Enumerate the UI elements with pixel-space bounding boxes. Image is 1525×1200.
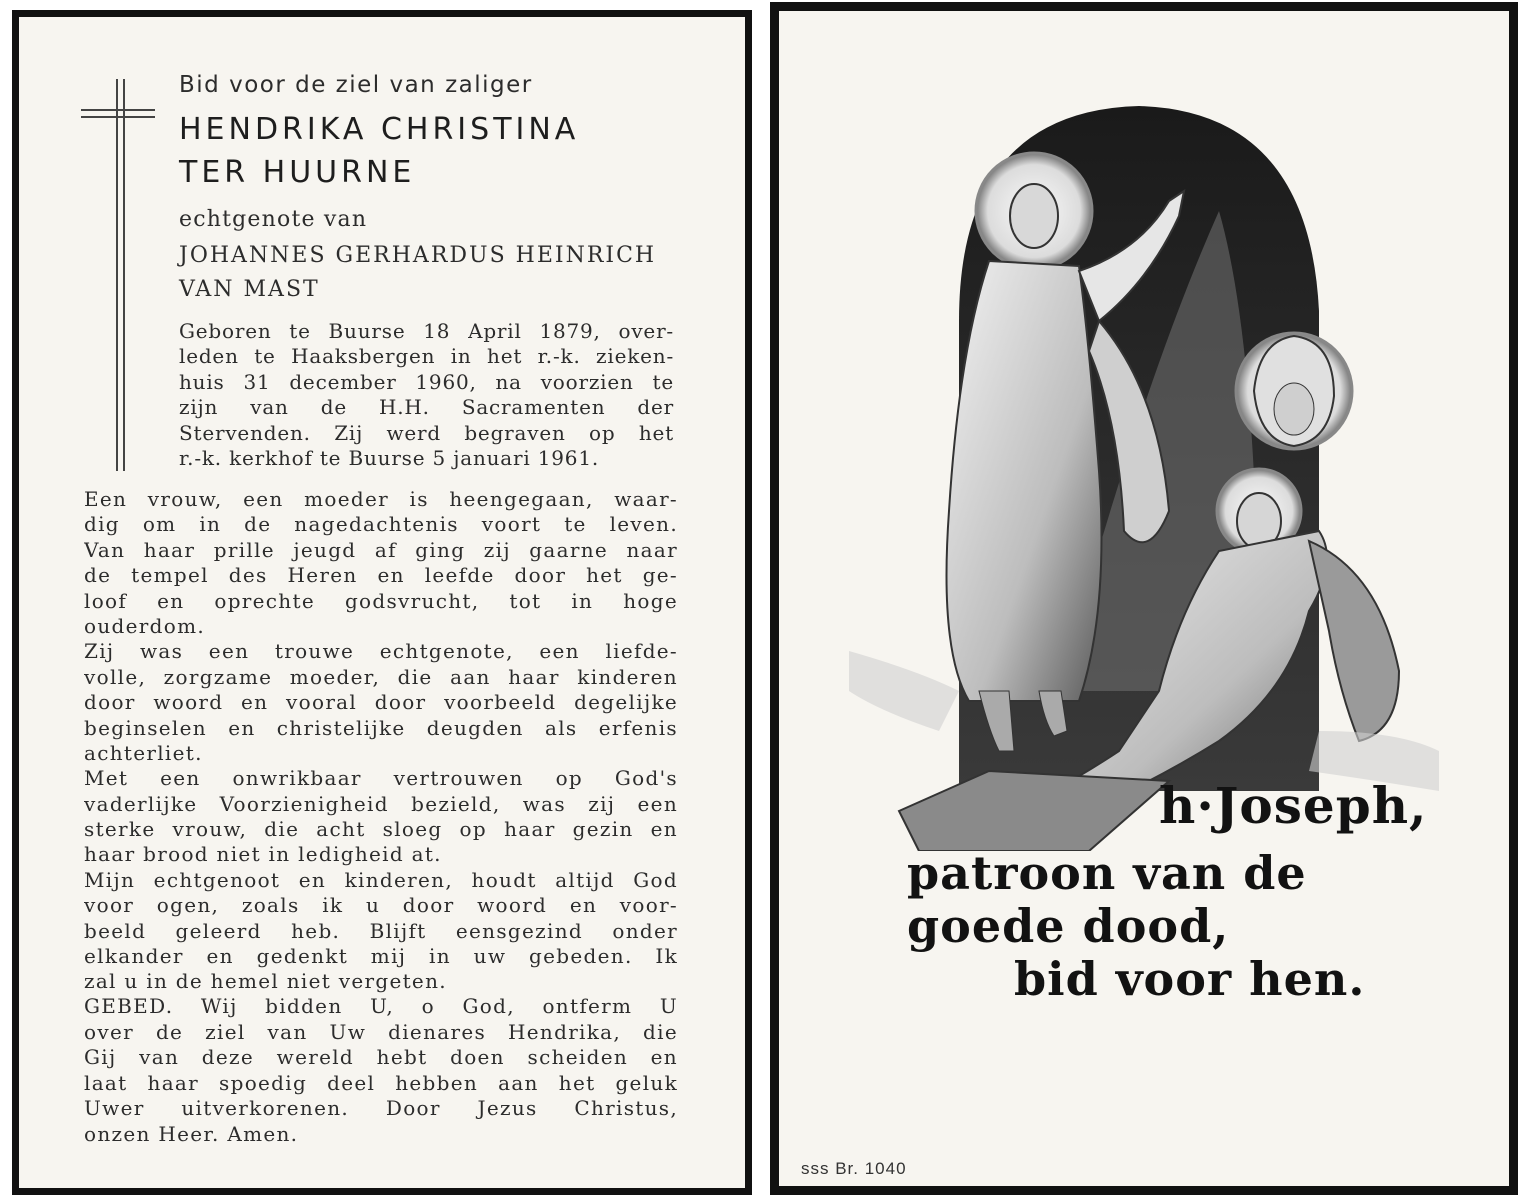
saint-joseph-illustration (839, 91, 1439, 851)
text-line: voor ogen, zoals ik u door woord en voor- (84, 893, 678, 918)
text-line: zal u in de hemel niet vergeten. (84, 969, 447, 994)
text-line: r.-k. kerkhof te Buurse 5 januari 1961. (179, 445, 599, 470)
publisher-reference: sss Br. 1040 (801, 1159, 907, 1178)
text-line: Mijn echtgenoot en kinderen, houdt altijd God (84, 867, 678, 892)
text-line: loof en oprechte godsvrucht, tot in hoge (84, 588, 678, 613)
text-line: zijn van de H.H. Sacramenten der (179, 395, 674, 420)
text-line: vaderlijke Voorzienigheid bezield, was zij een (84, 791, 678, 816)
text-line: Stervenden. Zij werd begraven op het (179, 420, 674, 445)
caption-line1: h·Joseph, (1159, 776, 1428, 835)
text-line: volle, zorgzame moeder, die aan haar kinderen (84, 664, 678, 689)
text-line: onzen Heer. Amen. (84, 1121, 299, 1146)
text-line: haar brood niet in ledigheid at. (84, 842, 442, 867)
text-line: beeld geleerd heb. Blijft eensgezind onder (84, 918, 678, 943)
text-line: ouderdom. (84, 613, 205, 638)
text-line: dig om in de nagedachtenis voort te leven. (84, 512, 678, 537)
deceased-name-line2: TER HUURNE (179, 155, 416, 190)
text-line: Een vrouw, een moeder is heengegaan, waar- (84, 487, 678, 511)
text-line: elkander en gedenkt mij in uw gebeden. Ik (84, 944, 678, 969)
cross-icon-beam (81, 109, 155, 111)
caption-line4: bid voor hen. (1014, 952, 1366, 1006)
text-line: Geboren te Buurse 18 April 1879, over- (179, 319, 674, 343)
cross-icon-stroke (123, 79, 125, 471)
text-line: de tempel des Heren en leefde door het ge- (84, 563, 678, 588)
birth-death-paragraph (179, 319, 674, 471)
tribute-paragraph (84, 487, 678, 995)
text-line: leden te Haaksbergen in het r.-k. zieken- (179, 344, 674, 369)
spouse-label: echtgenote van (179, 207, 368, 232)
text-line: Van haar prille jeugd af ging zij gaarne naar (84, 537, 678, 562)
text-line: beginselen en christelijke deugden als erfenis (84, 715, 678, 740)
text-line: Met een onwrikbaar vertrouwen op God's (84, 766, 678, 791)
text-line: over de ziel van Uw dienares Hendrika, die (84, 1019, 678, 1044)
text-line: Zij was een trouwe echtgenote, een liefde- (84, 639, 678, 664)
text-line: door woord en vooral door voorbeeld degelijke (84, 690, 678, 715)
cross-icon (116, 79, 118, 471)
text-line: sterke vrouw, die acht sloeg op haar gezin en (84, 817, 678, 842)
caption-line2: patroon van de (907, 846, 1307, 900)
memorial-card-text-side (12, 10, 752, 1195)
text-line: achterliet. (84, 740, 203, 765)
text-line: GEBED. Wij bidden U, o God, ontferm U (84, 994, 678, 1018)
memorial-card-image-side (770, 2, 1518, 1195)
deceased-name-line1: HENDRIKA CHRISTINA (179, 112, 580, 147)
caption-line3: goede dood, (907, 899, 1230, 953)
cross-icon-beam-2 (81, 116, 155, 118)
prayer-paragraph (84, 994, 678, 1148)
spouse-name-line1: JOHANNES GERHARDUS HEINRICH (179, 243, 657, 268)
text-line: Gij van deze wereld hebt doen scheiden en (84, 1045, 678, 1070)
text-line: Uwer uitverkorenen. Door Jezus Christus, (84, 1096, 678, 1121)
text-line: huis 31 december 1960, na voorzien te (179, 369, 674, 394)
intro-line: Bid voor de ziel van zaliger (179, 72, 533, 98)
spouse-name-line2: VAN MAST (179, 277, 320, 302)
text-line: laat haar spoedig deel hebben aan het geluk (84, 1070, 678, 1095)
